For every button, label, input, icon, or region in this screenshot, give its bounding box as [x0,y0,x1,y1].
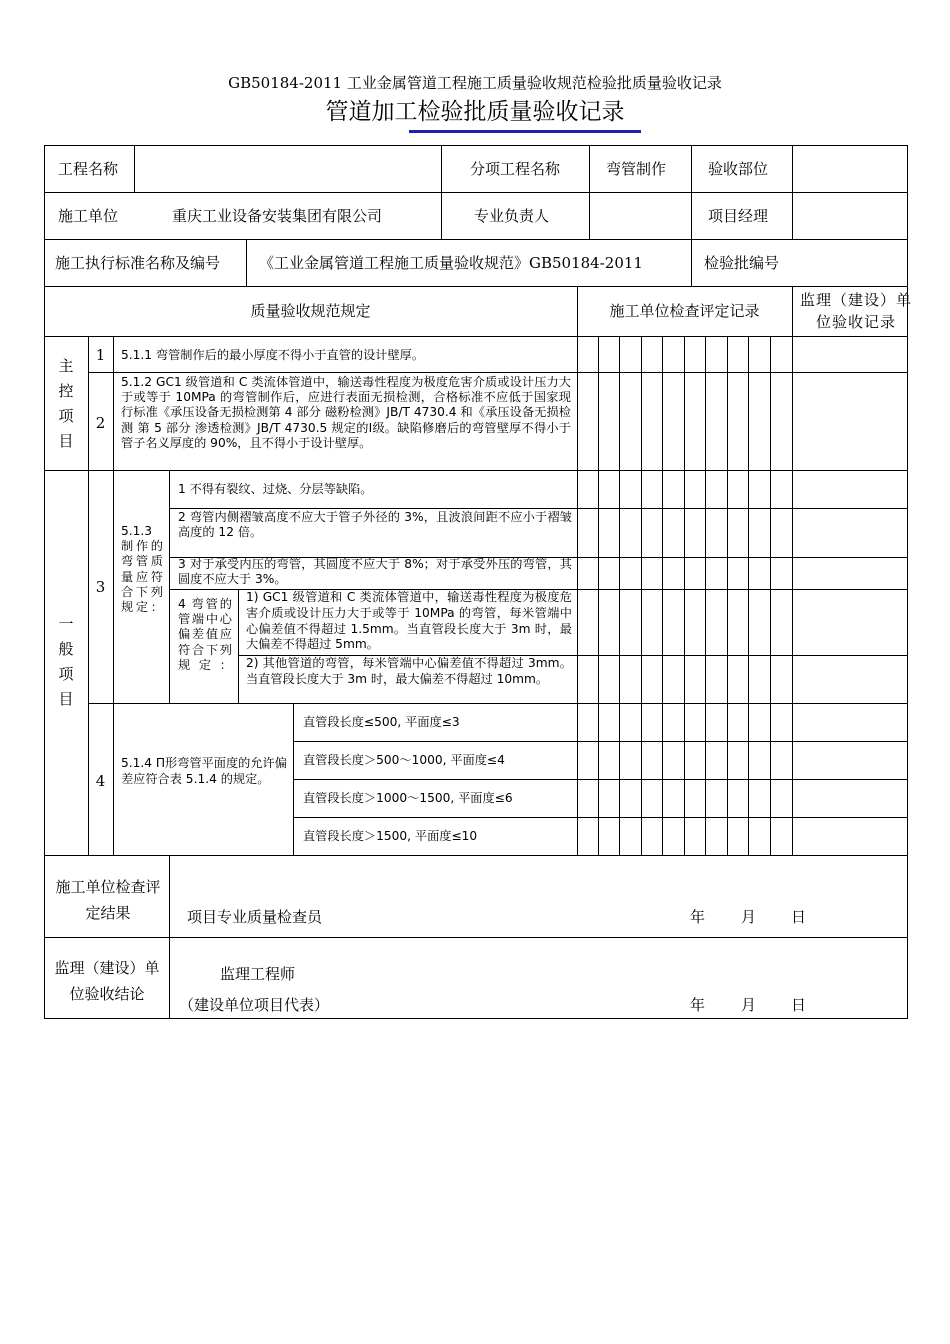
supervisor-engineer-label: 监理工程师 [220,965,296,983]
manager-label: 项目经理 [708,207,769,225]
flatness-row-4: 直管段长度＞1500, 平面度≤10 [303,829,478,843]
date-month-2: 月 [741,996,757,1014]
item-1-no: 1 [95,346,106,364]
title-underline [409,130,641,133]
item-2-text: 5.1.2 GC1 级管道和 C 类流体管道中，输送毒性程度为极度危害介质或设计压力大于或等于 10MPa 的弯管制作后，应进行表面无损检测，合格标准不应低于国家现行标准《承压设备无损检测第 4 部分 磁粉检测》JB/T 4730.4 和《承压设备无损检测 第 5 部分 渗透检测》JB/T 4730.5 规定的Ⅰ级。缺陷修磨后的弯管壁厚不得小于管子名义厚度的 90%，且不得小于设计壁厚。 [121,375,571,450]
date-day-2: 日 [791,996,807,1014]
col-header-contractor-check: 施工单位检查评定记录 [609,302,760,320]
document-title: 管道加工检验批质量验收记录 [325,99,625,125]
standard-label: 施工执行标准名称及编号 [55,254,221,272]
contractor-result-label: 施工单位检查评定结果 [55,878,161,922]
item-3-no: 3 [95,578,106,596]
supervisor-conclusion-label: 监理（建设）单位验收结论 [54,959,160,1003]
sub-project-label: 分项工程名称 [470,160,561,178]
date-year-2: 年 [690,996,706,1014]
item-4-no: 4 [95,772,106,790]
specialist-label: 专业负责人 [474,207,550,225]
date-year-1: 年 [690,908,706,926]
sub-project-value[interactable]: 弯管制作 [606,160,667,178]
flatness-row-2: 直管段长度＞500～1000, 平面度≤4 [303,753,505,767]
item-3-sub-1: 1 不得有裂纹、过烧、分层等缺陷。 [178,482,373,496]
project-name-label: 工程名称 [58,160,119,178]
standard-value[interactable]: 《工业金属管道工程施工质量验收规范》GB50184-2011 [259,254,643,272]
item-3-sub-2: 2 弯管内侧褶皱高度不应大于管子外径的 3%，且波浪间距不应小于褶皱高度的 12 倍。 [178,510,572,539]
col-header-spec: 质量验收规范规定 [250,302,371,320]
item-3-sub-4-1: 1) GC1 级管道和 C 类流体管道中，输送毒性程度为极度危害介质或设计压力大于或等于 10MPa 的弯管，每米管端中心偏差值不得超过 1.5mm。当直管段长度大于 3m 时，最大偏差不得超过 5mm。 [246,590,572,652]
item-4-head: 5.1.4 Π形弯管平面度的允许偏差应符合表 5.1.4 的规定。 [121,756,287,786]
item-2-no: 2 [95,414,106,432]
general-label: 一般项目 [58,615,74,708]
col-header-supervisor: 监理（建设）单位验收记录 [799,291,912,331]
item-1-text: 5.1.1 弯管制作后的最小厚度不得小于直管的设计壁厚。 [121,348,425,362]
item-3-sub-4-2: 2) 其他管道的弯管，每米管端中心偏差值不得超过 3mm。当直管段长度大于 3m 时，最大偏差不得超过 10mm。 [246,656,572,686]
item-3-sub-4-head: 4 弯管的管端中心偏差值应符合下列规定： [178,597,232,672]
item-3-head: 5.1.3 制作的弯管质量应符合下列规定： [121,524,163,615]
main-control-label: 主控项目 [58,357,74,450]
inspector-label: 项目专业质量检查员 [187,908,323,926]
date-day-1: 日 [791,908,807,926]
contractor-value[interactable]: 重庆工业设备安装集团有限公司 [172,207,383,225]
item-3-sub-3: 3 对于承受内压的弯管，其圆度不应大于 8%；对于承受外压的弯管，其圆度不应大于 3%。 [178,557,572,586]
flatness-row-3: 直管段长度＞1000～1500, 平面度≤6 [303,791,513,805]
flatness-row-1: 直管段长度≤500, 平面度≤3 [303,715,460,729]
document-subtitle: GB50184-2011 工业金属管道工程施工质量验收规范检验批质量验收记录 [228,74,722,92]
owner-rep-label: （建设单位项目代表） [179,996,330,1014]
date-month-1: 月 [741,908,757,926]
contractor-label: 施工单位 [58,207,119,225]
batch-no-label: 检验批编号 [704,254,780,272]
accept-part-label: 验收部位 [708,160,769,178]
